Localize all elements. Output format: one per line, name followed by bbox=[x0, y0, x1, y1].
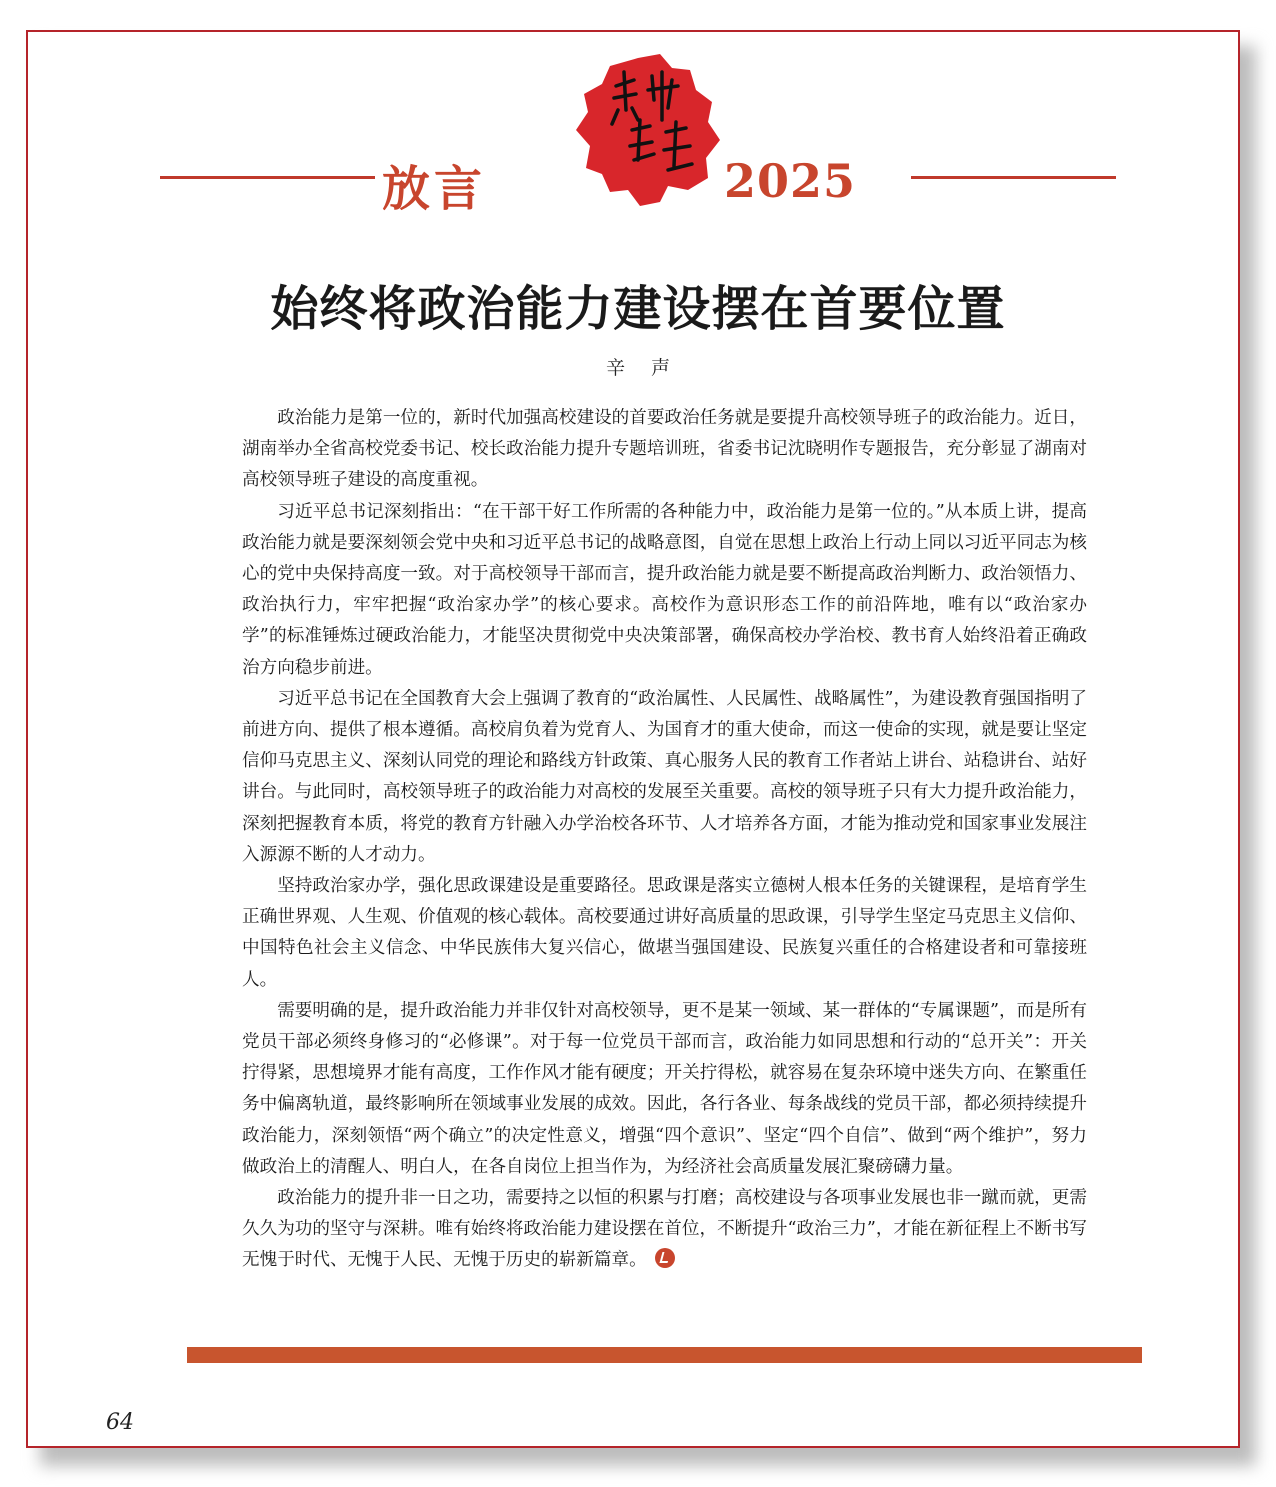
hunan-map-logo bbox=[568, 50, 728, 210]
article-author: 辛声 bbox=[605, 357, 696, 379]
paragraph-last bbox=[242, 1183, 1087, 1277]
header-rule-right bbox=[911, 176, 1116, 179]
column-name: 放言 bbox=[382, 161, 487, 217]
paragraph: 习近平总书记在全国教育大会上强调了教育的“政治属性、人民属性、战略属性”，为建设教育强国指明了前进方向、提供了根本遵循。高校肩负着为党育人、为国育才的重大使命，而这一使命的实现，就是要让坚定信仰马克思主义、深刻认同党的理论和路线方针政策、真心服务人民的教育工作者站上讲台、站稳讲台、站好讲台。与此同时，高校领导班子的政治能力对高校的发展至关重要。高校的领导班子只有大力提升政治能力，深刻把握教育本质，将党的教育方针融入办学治校各环节、人才培养各方面，才能为推动党和国家事业发展注入源源不断的人才动力。 bbox=[242, 688, 1087, 865]
column-header bbox=[160, 50, 1116, 225]
column-year: 2025 bbox=[724, 154, 857, 208]
page-number: 64 bbox=[106, 1410, 134, 1435]
end-mark-icon bbox=[655, 1248, 675, 1268]
paragraph: 习近平总书记深刻指出：“在干部干好工作所需的各种能力中，政治能力是第一位的。”从本质上讲，提高政治能力就是要深刻领会党中央和习近平总书记的战略意图，自觉在思想上政治上行动上同以习近平同志为核心的党中央保持高度一致。对于高校领导干部而言，提升政治能力就是要不断提高政治判断力、政治领悟力、政治执行力，牢牢把握“政治家办学”的核心要求。高校作为意识形态工作的前沿阵地，唯有以“政治家办学”的标准锤炼过硬政治能力，才能坚决贯彻党中央决策部署，确保高校办学治校、教书育人始终沿着正确政治方向稳步前进。 bbox=[242, 501, 1087, 678]
article-body bbox=[242, 403, 1087, 1277]
paragraph: 政治能力是第一位的，新时代加强高校建设的首要政治任务就是要提升高校领导班子的政治能力。近日，湖南举办全省高校党委书记、校长政治能力提升专题培训班，省委书记沈晓明作专题报告，充分彰显了湖南对高校领导班子建设的高度重视。 bbox=[242, 408, 1087, 491]
paragraph-text: 政治能力的提升非一日之功，需要持之以恒的积累与打磨；高校建设与各项事业发展也非一蹴而就，更需久久为功的坚守与深耕。唯有始终将政治能力建设摆在首位，不断提升“政治三力”，才能在新征程上不断书写无愧于时代、无愧于人民、无愧于历史的崭新篇章。 bbox=[242, 1188, 1087, 1271]
bottom-rule bbox=[187, 1347, 1142, 1363]
paragraph: 坚持政治家办学，强化思政课建设是重要路径。思政课是落实立德树人根本任务的关键课程，是培育学生正确世界观、人生观、价值观的核心载体。高校要通过讲好高质量的思政课，引导学生坚定马克思主义信仰、中国特色社会主义信念、中华民族伟大复兴信心，做堪当强国建设、民族复兴重任的合格建设者和可靠接班人。 bbox=[242, 876, 1087, 990]
article-title: 始终将政治能力建设摆在首要位置 bbox=[270, 281, 1006, 337]
paragraph: 需要明确的是，提升政治能力并非仅针对高校领导，更不是某一领域、某一群体的“专属课题”，而是所有党员干部必须终身修习的“必修课”。对于每一位党员干部而言，政治能力如同思想和行动的“总开关”：开关拧得紧，思想境界才能有高度，工作作风才能有硬度；开关拧得松，就容易在复杂环境中迷失方向、在繁重任务中偏离轨道，最终影响所在领域事业发展的成效。因此，各行各业、每条战线的党员干部，都必须持续提升政治能力，深刻领悟“两个确立”的决定性意义，增强“四个意识”、坚定“四个自信”、做到“两个维护”，努力做政治上的清醒人、明白人，在各自岗位上担当作为，为经济社会高质量发展汇聚磅礴力量。 bbox=[242, 1000, 1087, 1177]
header-rule-left bbox=[160, 176, 375, 179]
